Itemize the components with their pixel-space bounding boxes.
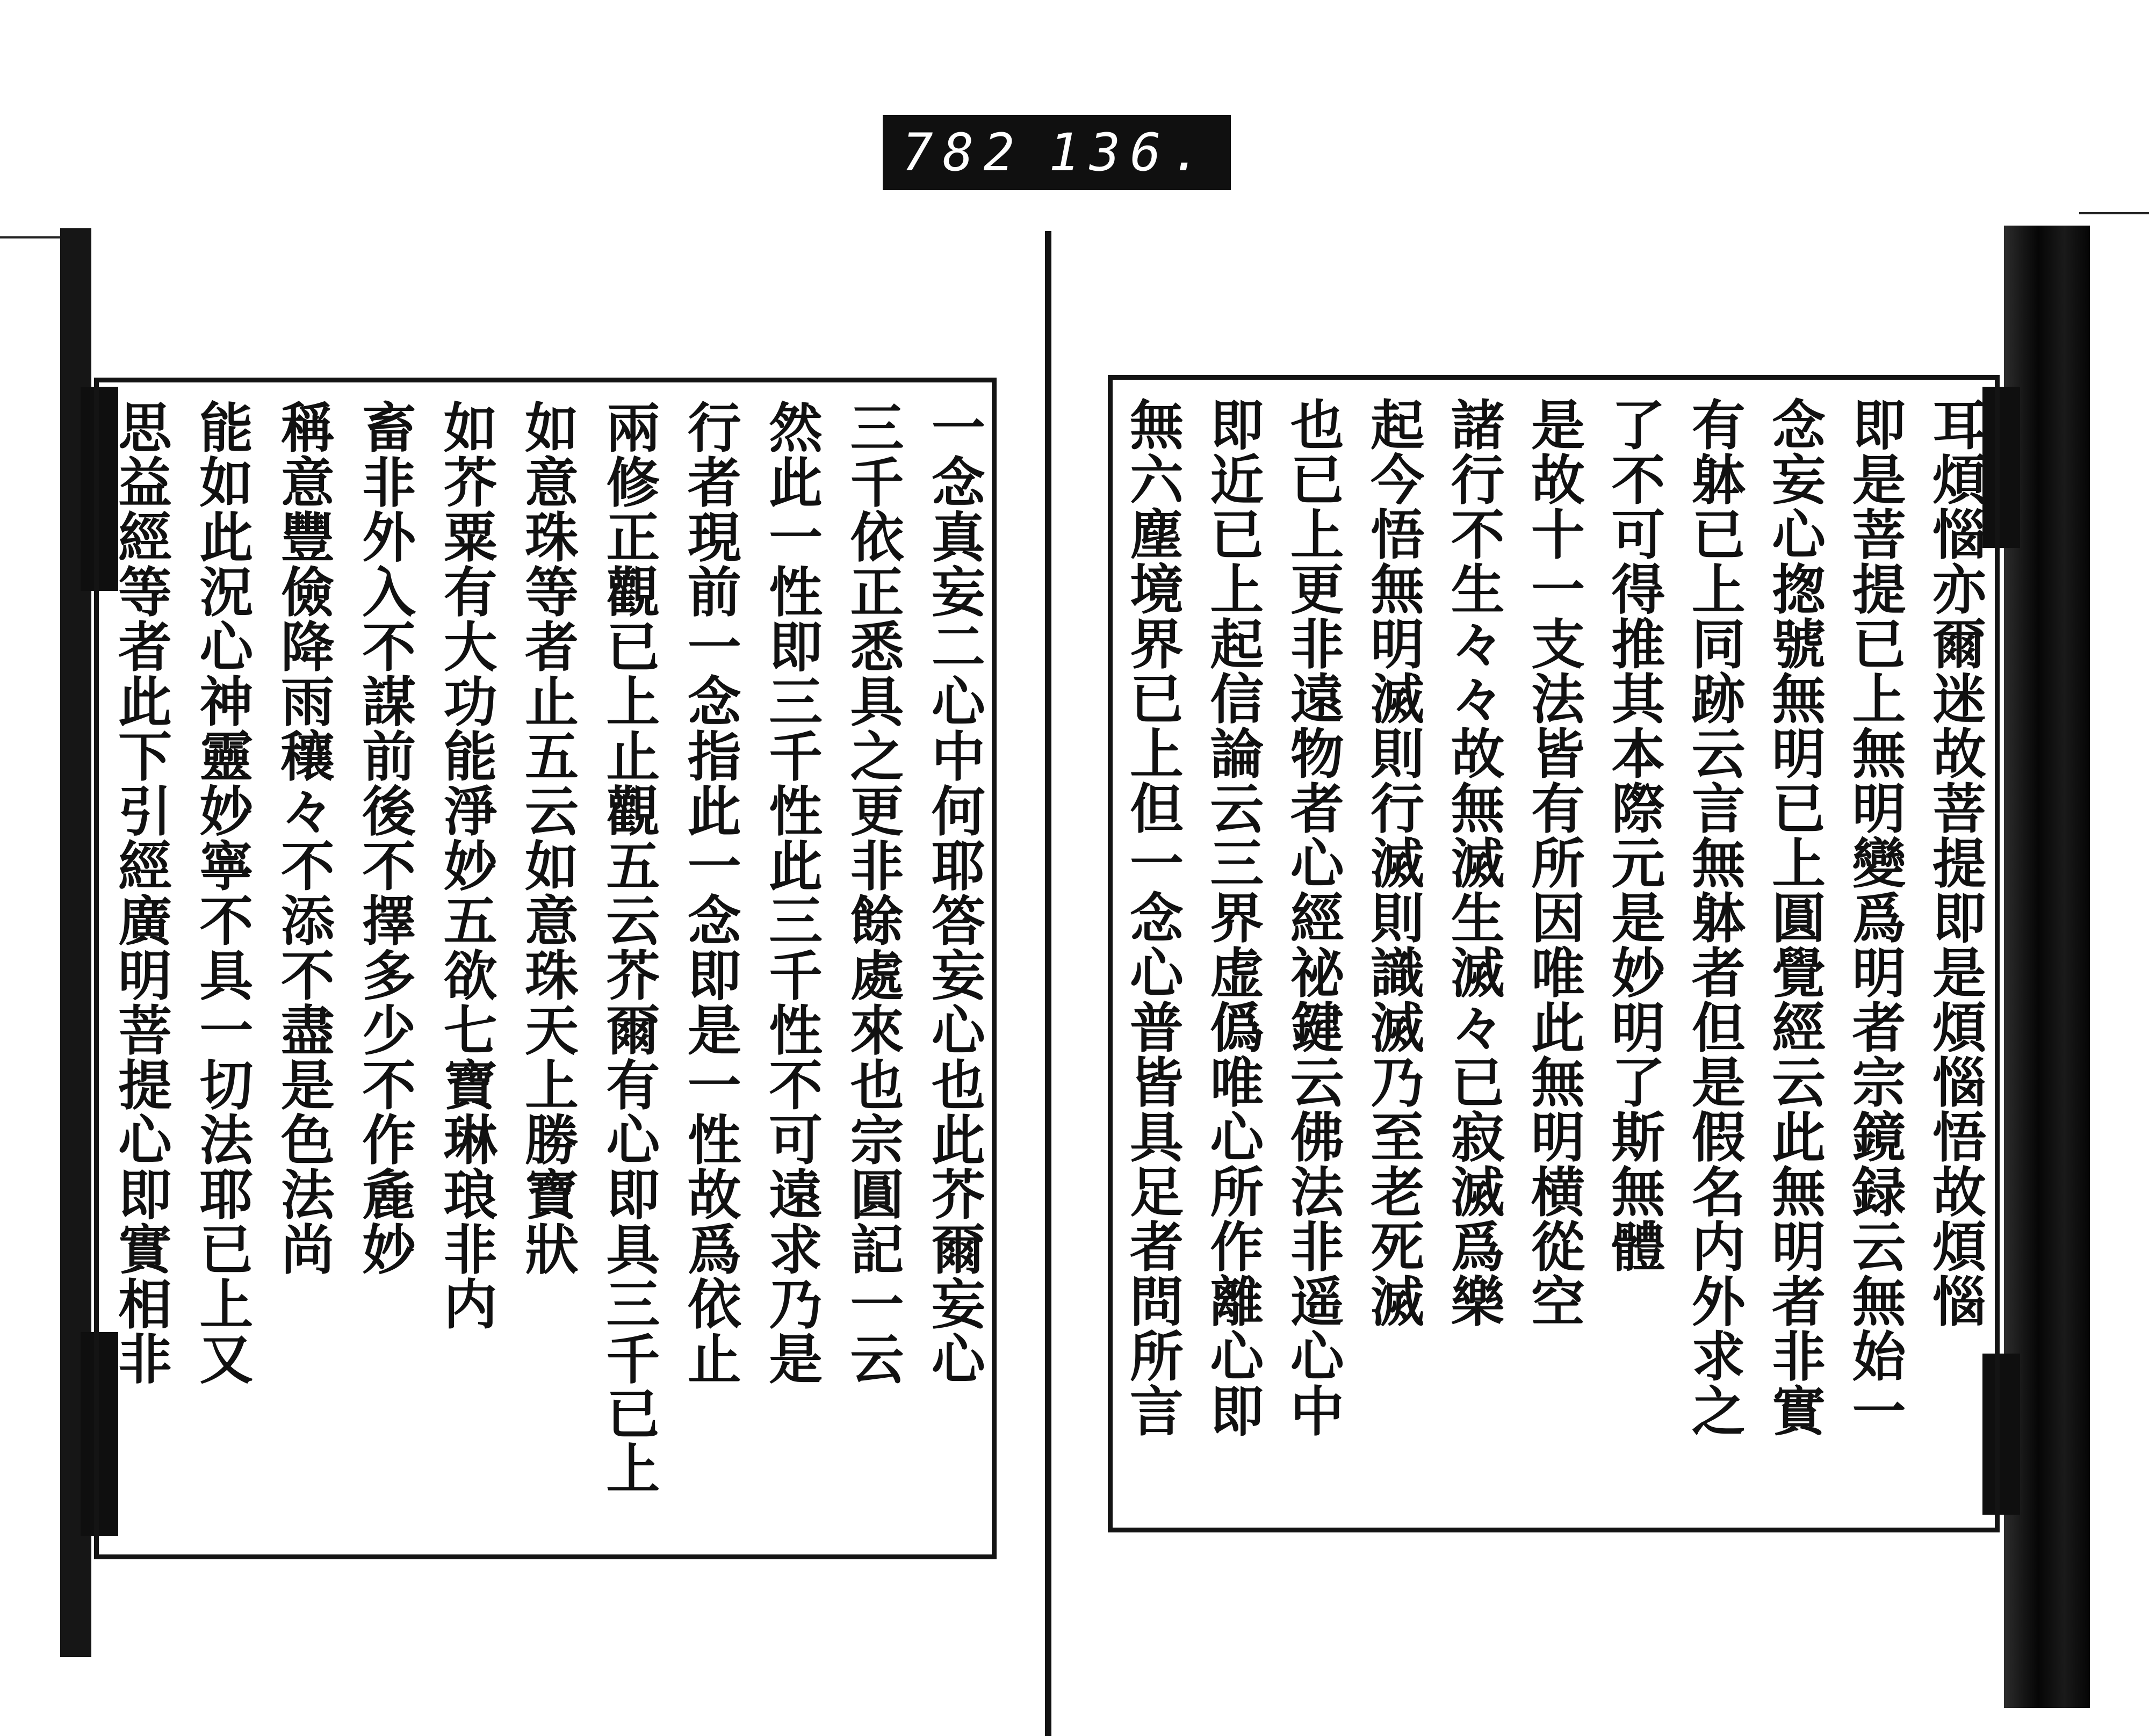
text-column: 思益經等者此下引經廣明菩提心即實相非 xyxy=(109,400,172,1386)
text-column: 如意珠等者止五云如意珠天上勝寶狀 xyxy=(515,400,579,1276)
text-column: 起今悟無明滅則行滅則識滅乃至老死滅 xyxy=(1361,397,1425,1328)
text-column: 兩修正觀已上止觀五云芥爾有心即具三千已上 xyxy=(597,400,661,1495)
left-page-columns xyxy=(109,400,986,1537)
text-column: 諸行不生々々故無滅生滅々已寂滅爲樂 xyxy=(1441,397,1505,1328)
right-page-text-frame xyxy=(1108,375,2000,1532)
text-column: 也已上更非遠物者心經祕鍵云佛法非遥心中 xyxy=(1281,397,1345,1438)
book-spine-gutter xyxy=(1045,231,1051,1736)
text-column: 稱意豐儉降雨穰々不添不盡是色法尚 xyxy=(271,400,335,1276)
text-column: 行者現前一念指此一念即是一性故爲依止 xyxy=(678,400,742,1386)
accession-label xyxy=(883,115,1231,190)
text-column: 能如此況心神靈妙寧不具一切法耶已上又 xyxy=(190,400,254,1386)
text-column: 然此一性即三千性此三千性不可遠求乃是 xyxy=(760,400,824,1386)
text-column: 有躰已上同跡云言無躰者但是假名内外求之 xyxy=(1682,397,1746,1438)
text-column: 無六塵境界已上但一念心普皆具足者問所言 xyxy=(1121,397,1184,1438)
top-edge-line-right xyxy=(2079,212,2149,214)
text-column: 畜非外入不謀前後不擇多少不作麁妙 xyxy=(353,400,417,1276)
text-column: 即是菩提已上無明變爲明者宗鏡録云無始一 xyxy=(1843,397,1907,1438)
text-column: 是故十一支法皆有所因唯此無明横從空 xyxy=(1521,397,1585,1328)
text-column: 三千依正悉具之更非餘處來也宗圓記一云 xyxy=(841,400,905,1386)
left-page-text-frame xyxy=(94,378,997,1559)
accession-number-right: 136. xyxy=(1048,122,1211,183)
text-column: 耳煩惱亦爾迷故菩提即是煩惱悟故煩惱 xyxy=(1923,397,1987,1328)
text-column: 念妄心揔號無明已上圓覺經云此無明者非實 xyxy=(1763,397,1827,1438)
text-column: 如芥粟有大功能淨妙五欲七寶琳琅非内 xyxy=(434,400,498,1331)
accession-number-left: 782 xyxy=(902,122,1025,183)
text-column: 即近已上起信論云三界虚僞唯心所作離心即 xyxy=(1201,397,1265,1438)
right-page-columns xyxy=(1121,397,1987,1510)
text-column: 一念真妄二心中何耶答妄心也此芥爾妄心 xyxy=(922,400,986,1386)
text-column: 了不可得推其本際元是妙明了斯無體 xyxy=(1602,397,1666,1274)
